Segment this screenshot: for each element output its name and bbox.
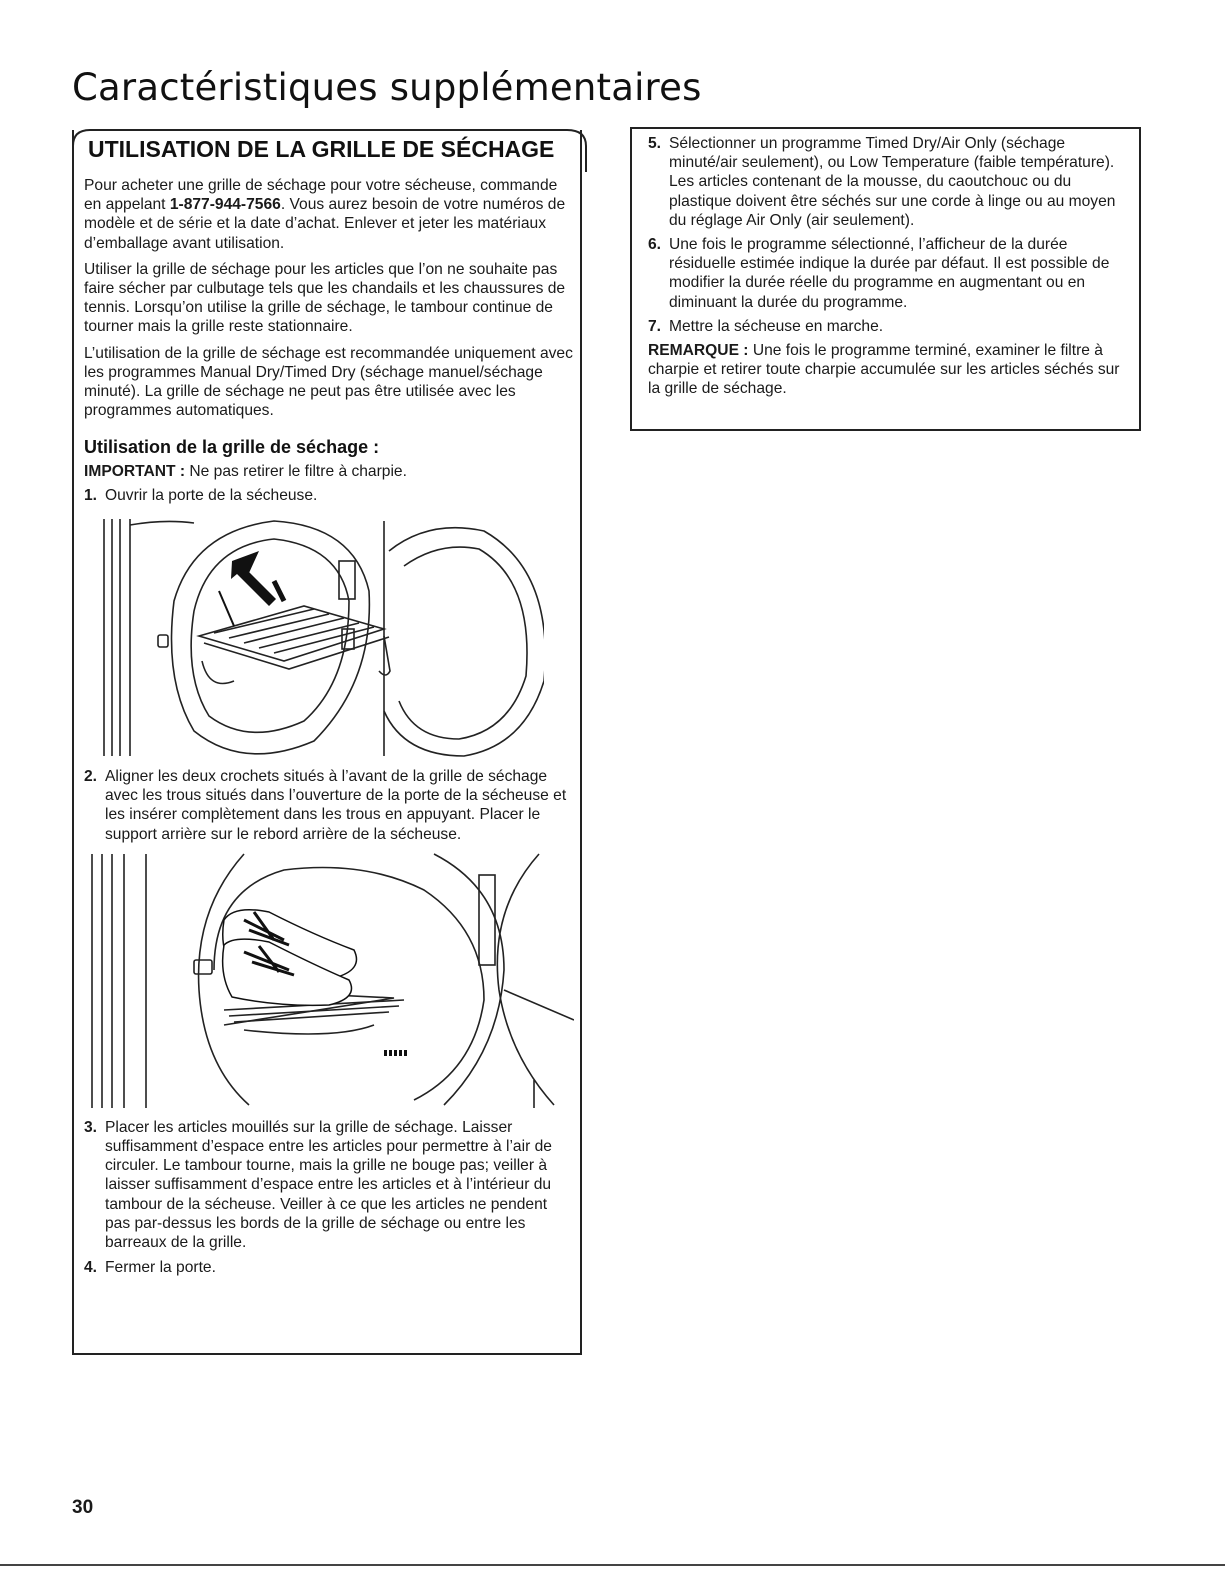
step-number: 7. bbox=[648, 317, 662, 335]
note-text: Une fois le programme terminé, examiner le filtre à charpie et retirer toute charpie accumulée sur les articles séchés sur la grille de séchage. bbox=[648, 342, 1120, 398]
intro-paragraph-1 bbox=[84, 176, 576, 253]
step-number: 1. bbox=[84, 486, 98, 504]
step-number: 6. bbox=[648, 236, 662, 254]
page-title: Caractéristiques supplémentaires bbox=[72, 66, 702, 109]
important-text: Ne pas retirer le filtre à charpie. bbox=[185, 462, 407, 480]
section-title-tab bbox=[72, 126, 594, 172]
step-text: Sélectionner un programme Timed Dry/Air Only (séchage minuté/air seulement), ou Low Temperature (faible température). Les articles contenant de la mousse, du caoutchouc ou du plastique doivent être séchés sur une corde à linge ou au moyen du réglage Air Only (air seulement). bbox=[669, 135, 1116, 229]
step-1 bbox=[84, 486, 576, 505]
step-6 bbox=[648, 235, 1130, 312]
page-number: 30 bbox=[72, 1497, 94, 1518]
step-text: Placer les articles mouillés sur la grille de séchage. Laisser suffisamment d’espace entre les articles pour permettre à l’air de circuler. Le tambour tourne, mais la grille ne bouge pas; veiller à laisser suffisamment d’espace entre les articles et à l’intérieur du tambour de la sécheuse. Veiller à ce que les articles ne pendent pas par-dessus les bords de la grille de séchage ou entre les barreaux de la grille. bbox=[105, 1118, 552, 1252]
intro-paragraph-3: L’utilisation de la grille de séchage est recommandée uniquement avec les programmes Manual Dry/Timed Dry (séchage manuel/séchage minuté). La grille de séchage ne peut pas être utilisée avec les programmes automatiques. bbox=[84, 344, 573, 420]
intro-text: Pour acheter une grille de séchage pour votre sécheuse, commande en appelant bbox=[84, 177, 558, 214]
important-label: IMPORTANT : bbox=[84, 462, 186, 480]
step-2 bbox=[84, 767, 576, 844]
step-text: Ouvrir la porte de la sécheuse. bbox=[105, 486, 318, 504]
intro-paragraph-2: Utiliser la grille de séchage pour les articles que l’on ne souhaite pas faire sécher par culbutage tels que les chandails et les chaussures de tennis. Lorsqu’on utilise la grille de séchage, le tambour continue de tourner mais la grille reste stationnaire. bbox=[84, 260, 566, 336]
intro-text-end: . Vous aurez besoin de votre numéros de modèle et de série et la date d’achat. Enlever et jeter les matériaux d’emballage avant utilisation. bbox=[84, 196, 566, 252]
step-number: 2. bbox=[84, 768, 98, 786]
left-content bbox=[84, 176, 576, 1283]
step-number: 5. bbox=[648, 135, 662, 152]
important-note bbox=[84, 462, 576, 481]
right-content bbox=[648, 134, 1130, 399]
step-text: Fermer la porte. bbox=[105, 1259, 216, 1277]
footer-rule bbox=[0, 1564, 1225, 1566]
note-label: REMARQUE : bbox=[648, 342, 749, 360]
section-title: UTILISATION DE LA GRILLE DE SÉCHAGE bbox=[88, 136, 555, 162]
step-text: Mettre la sécheuse en marche. bbox=[669, 317, 884, 335]
shoes-on-drying-rack-illustration bbox=[84, 850, 574, 1112]
step-number: 4. bbox=[84, 1259, 98, 1277]
step-text: Une fois le programme sélectionné, l’afficheur de la durée résiduelle estimée indique la durée par défaut. Il est possible de modifier la durée réelle du programme en augmentant ou en diminuant la durée du programme. bbox=[669, 236, 1110, 311]
note bbox=[648, 341, 1130, 399]
step-4 bbox=[84, 1258, 576, 1277]
step-5 bbox=[648, 134, 1130, 230]
open-dryer-door-rack-illustration bbox=[84, 511, 544, 761]
phone-number: 1-877-944-7566 bbox=[169, 196, 281, 214]
step-7 bbox=[648, 317, 1130, 336]
step-3 bbox=[84, 1118, 576, 1252]
step-text: Aligner les deux crochets situés à l’avant de la grille de séchage avec les trous situés dans l’ouverture de la porte de la sécheuse et les insérer complètement dans les trous en appuyant. Placer le support arrière sur le rebord arrière de la sécheuse. bbox=[105, 768, 567, 843]
subheading: Utilisation de la grille de séchage : bbox=[84, 437, 380, 458]
step-number: 3. bbox=[84, 1118, 98, 1136]
